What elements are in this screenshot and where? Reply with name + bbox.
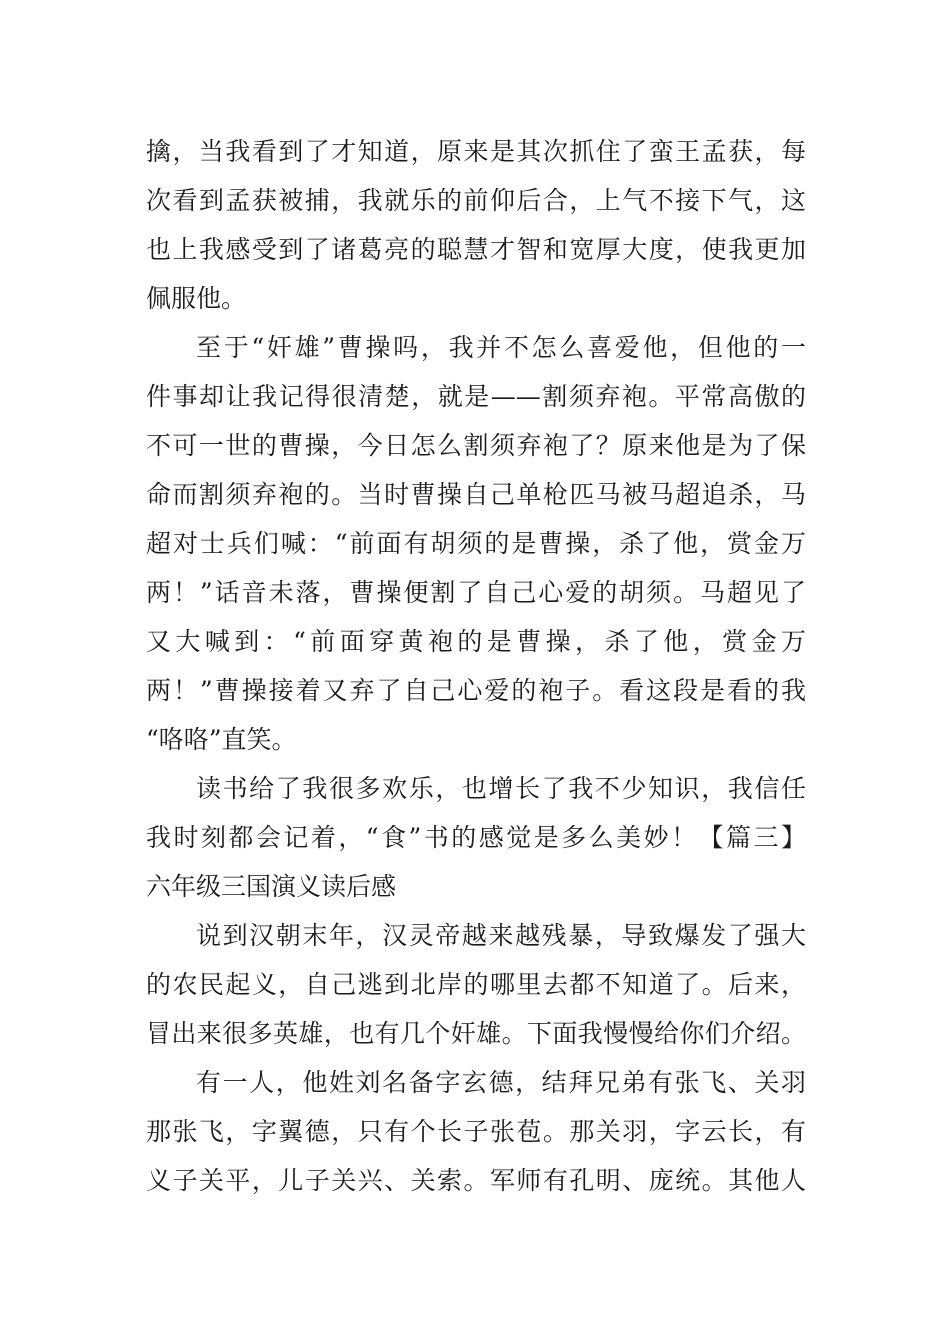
text-line: 的农民起义，自己逃到北岸的哪里去都不知道了。后来，	[146, 970, 806, 999]
text-line: 那张飞，字翼德，只有个长子张苞。那关羽，字云长，有	[146, 1117, 806, 1146]
text-line: 件事却让我记得很清楚，就是——割须弃袍。平常高傲的	[146, 382, 806, 411]
text-line: 擒，当我看到了才知道，原来是其次抓住了蛮王孟获，每	[146, 137, 806, 166]
text-line: 两！”曹操接着又弃了自己心爱的袍子。看这段是看的我	[146, 676, 806, 705]
text-line: 也上我感受到了诸葛亮的聪慧才智和宽厚大度，使我更加	[146, 235, 806, 264]
paragraph-start-line: 读书给了我很多欢乐，也增长了我不少知识，我信任	[196, 774, 806, 803]
text-line: 命而割须弃袍的。当时曹操自己单枪匹马被马超追杀，马	[146, 480, 806, 509]
paragraph-start-line: 有一人，他姓刘名备字玄德，结拜兄弟有张飞、关羽	[196, 1068, 806, 1097]
text-line: “咯咯”直笑。	[146, 725, 297, 754]
section-title-line: 六年级三国演义读后感	[146, 872, 397, 901]
paragraph-start-line: 说到汉朝末年，汉灵帝越来越残暴，导致爆发了强大	[196, 921, 806, 950]
text-line: 两！”话音未落，曹操便割了自己心爱的胡须。马超见了	[146, 578, 806, 607]
text-line: 又大喊到：“前面穿黄袍的是曹操，杀了他，赏金万	[146, 627, 806, 656]
text-line: 次看到孟获被捕，我就乐的前仰后合，上气不接下气，这	[146, 186, 806, 215]
text-line: 我时刻都会记着，“食”书的感觉是多么美妙！【篇三】	[146, 823, 806, 852]
text-line: 不可一世的曹操，今日怎么割须弃袍了？原来他是为了保	[146, 431, 806, 460]
text-line: 超对士兵们喊：“前面有胡须的是曹操，杀了他，赏金万	[146, 529, 806, 558]
paragraph-start-line: 至于“奸雄”曹操吗，我并不怎么喜爱他，但他的一	[196, 333, 806, 362]
text-line: 佩服他。	[146, 284, 247, 313]
text-line: 义子关平，儿子关兴、关索。军师有孔明、庞统。其他人	[146, 1166, 806, 1195]
text-line: 冒出来很多英雄，也有几个奸雄。下面我慢慢给你们介绍。	[146, 1019, 806, 1048]
document-page	[146, 127, 806, 1205]
